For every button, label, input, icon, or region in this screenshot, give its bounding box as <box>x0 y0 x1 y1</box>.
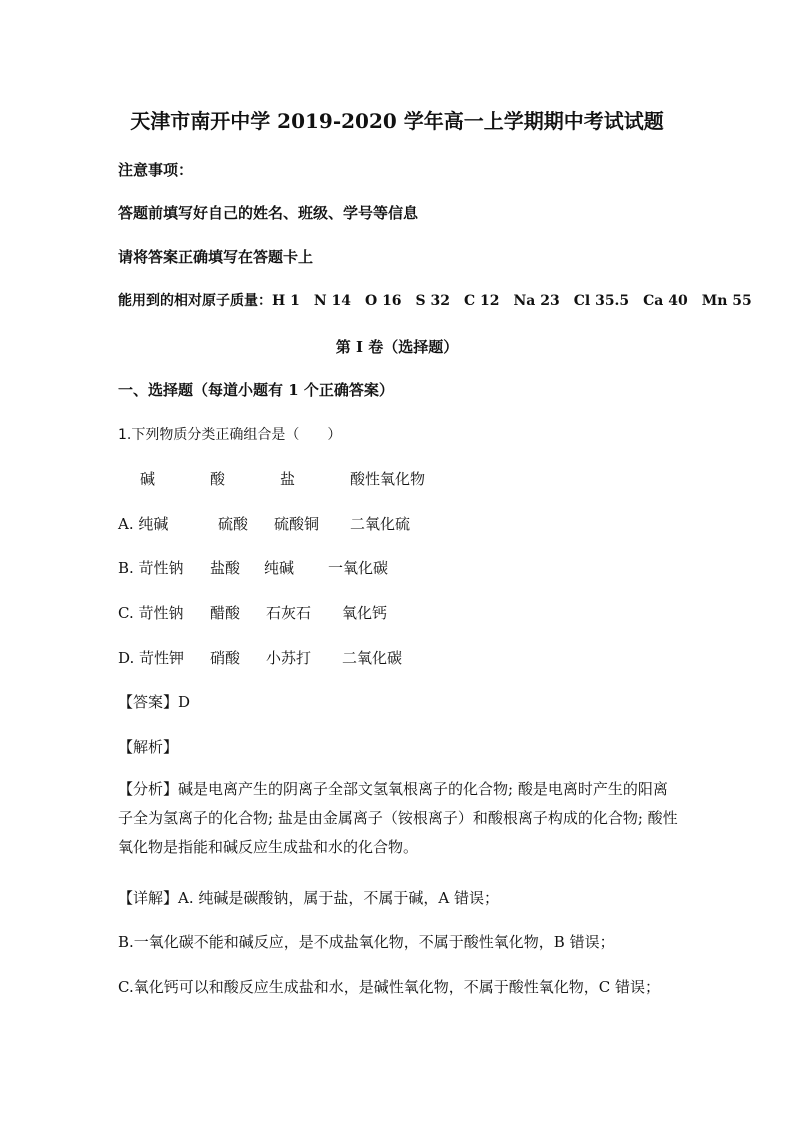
atomic-mass-line: 能用到的相对原子质量：H 1 N 14 O 16 S 32 C 12 Na 23 Cl 35.5 Ca 40 Mn 55 <box>118 293 752 309</box>
notes-heading: 注意事项： <box>118 161 194 179</box>
section-heading: 一、选择题（每道小题有 1 个正确答案） <box>118 381 394 399</box>
option-d-oxide: 二氧化碳 <box>342 649 403 667</box>
question-1: 1.下列物质分类正确组合是（ ） <box>118 427 342 443</box>
volume-heading: 第 I 卷（选择题） <box>335 338 459 356</box>
analysis-paragraph: 【分析】碱是电离产生的阴离子全部文氢氧根离子的化合物; 酸是电离时产生的阳离子全为氢离子的化合物; 盐是由金属离子（铵根离子）和酸根离子构成的化合物; 酸性氧化物是指能和碱反应生成盐和水的化合物。 <box>118 780 678 856</box>
detail-c: C.氧化钙可以和酸反应生成盐和水，是碱性氧化物，不属于酸性氧化物，C 错误； <box>118 978 660 996</box>
option-d-acid: 硝酸 <box>210 649 241 667</box>
option-c-salt: 石灰石 <box>266 604 312 622</box>
option-b-acid: 盐酸 <box>210 559 241 577</box>
page-title: 天津市南开中学 2019-2020 学年高一上学期期中考试试题 <box>130 109 664 133</box>
header-base: 碱 <box>140 470 156 488</box>
analysis-heading: 【解析】 <box>118 738 179 756</box>
option-d-base: D. 苛性钾 <box>118 649 185 667</box>
option-b-base: B. 苛性钠 <box>118 559 184 577</box>
note-1: 答题前填写好自己的姓名、班级、学号等信息 <box>118 204 419 222</box>
option-a-acid: 硫酸 <box>218 515 249 533</box>
option-c-oxide: 氧化钙 <box>342 604 388 622</box>
option-c-base: C. 苛性钠 <box>118 604 184 622</box>
detail-b: B.一氧化碳不能和碱反应，是不成盐氧化物，不属于酸性氧化物，B 错误； <box>118 933 615 951</box>
option-b-oxide: 一氧化碳 <box>328 559 389 577</box>
header-acid: 酸 <box>210 470 226 488</box>
option-a-oxide: 二氧化硫 <box>350 515 411 533</box>
header-acidic-oxide: 酸性氧化物 <box>350 470 426 488</box>
option-a-salt: 硫酸铜 <box>274 515 320 533</box>
option-a-base: A. 纯碱 <box>118 515 169 533</box>
answer: 【答案】D <box>118 693 191 711</box>
header-salt: 盐 <box>280 470 296 488</box>
option-c-acid: 醋酸 <box>210 604 241 622</box>
option-b-salt: 纯碱 <box>264 559 295 577</box>
option-d-salt: 小苏打 <box>266 649 312 667</box>
detail-a: 【详解】A. 纯碱是碳酸钠，属于盐，不属于碱，A 错误； <box>118 889 499 907</box>
note-2: 请将答案正确填写在答题卡上 <box>118 248 314 266</box>
